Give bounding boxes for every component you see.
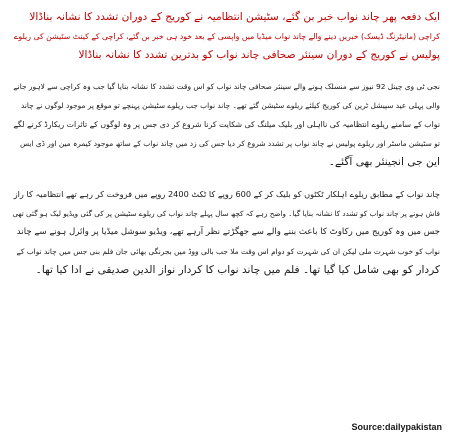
headline-block bbox=[10, 8, 440, 65]
headline-line: ایک دفعہ پھر چاند نواب خبر بن گئے، سٹیشن انتظامیہ نے کوریج کے دوران تشدد کا نشانہ بناڈالا bbox=[29, 11, 440, 23]
headline-line: پولیس نے کوریج کے دوران سینئر صحافی چاند نواب کو بدترین تشدد کا نشانہ بناڈالا bbox=[78, 49, 440, 61]
body-paragraph-1 bbox=[10, 77, 440, 172]
body-line: نواب کے سامنے ریلوے انتظامیہ کی نااہلی اور بلیک میلنگ کی شکایت کرنا شروع کر دی جس پر وہ لوگوں کے تاثرات ریکارڈ کرنے لگے bbox=[13, 120, 440, 129]
body-line: کردار کو بھی شامل کیا گیا تھا۔ فلم میں چاند نواب کا کردار نواز الدین صدیقی نے ادا کیا تھا۔ bbox=[35, 264, 440, 276]
headline-line: کراچی (مانیٹرنگ ڈیسک) خبریں دینے والے چاند نواب میڈیا میں واپسی کے بعد خود ہی خبر بن گئے، کراچی کے کینٹ سٹیشن کی ریلوے bbox=[13, 32, 440, 41]
body-line: فاش ہونے پر چاند نواب کو تشدد کا نشانہ بنایا گیا۔ واضح رہے کہ کچھ سال پہلے چاند نواب کی ریلوے سٹیشن پر کی گئی ویڈیو لیک ہو گئی تھی bbox=[12, 209, 440, 218]
body-line: نجی ٹی وی چینل 92 نیوز سے منسلک ہونے والے سینئر صحافی چاند نواب کو اس وقت تشدد کا نشانہ بنایا گیا جب وہ کراچی سے لاہور جانے bbox=[13, 82, 440, 91]
body-line: چاند نواب کے مطابق ریلوے اہلکار ٹکٹوں کو بلیک کر کے 600 روپے کا ٹکٹ 2400 روپے میں فروخت کر رہے تھے انتظامیہ کا راز bbox=[13, 189, 440, 199]
body-line: والی پہلی عید سپیشل ٹرین کی کوریج کیلئے ریلوے سٹیشن گئے تھے۔ چاند نواب جب ریلوے سٹیشن پہنچے تو موقع پر موجود لوگوں نے چاند bbox=[20, 101, 440, 110]
body-line: تو سٹیشن ماسٹر اور ریلوے پولیس نے چاند نواب پر تشدد شروع کر دیا جس کی زد میں چاند نواب کے ساتھ موجود کیمرہ مین اور ڈی ایس bbox=[19, 139, 440, 148]
body-line: نواب کو خوب شہرت ملی لیکن ان کی شہرت کو دوام اس وقت ملا جب بالی ووڈ میں بجرنگی بھائی جان فلم بنی جس میں چاند نواب کے bbox=[16, 247, 440, 256]
source-credit: Source:dailypakistan bbox=[351, 422, 442, 432]
body-paragraph-2 bbox=[10, 185, 440, 280]
body-line: این جی انجینئر بھی آگئے۔ bbox=[328, 156, 440, 168]
body-line: جس میں وہ کوریج میں رکاوٹ کا باعث بننے والے سے جھگڑتے نظر آرہے تھے، ویڈیو سوشل میڈیا پر وائرل ہونے سے چاند bbox=[16, 227, 440, 237]
